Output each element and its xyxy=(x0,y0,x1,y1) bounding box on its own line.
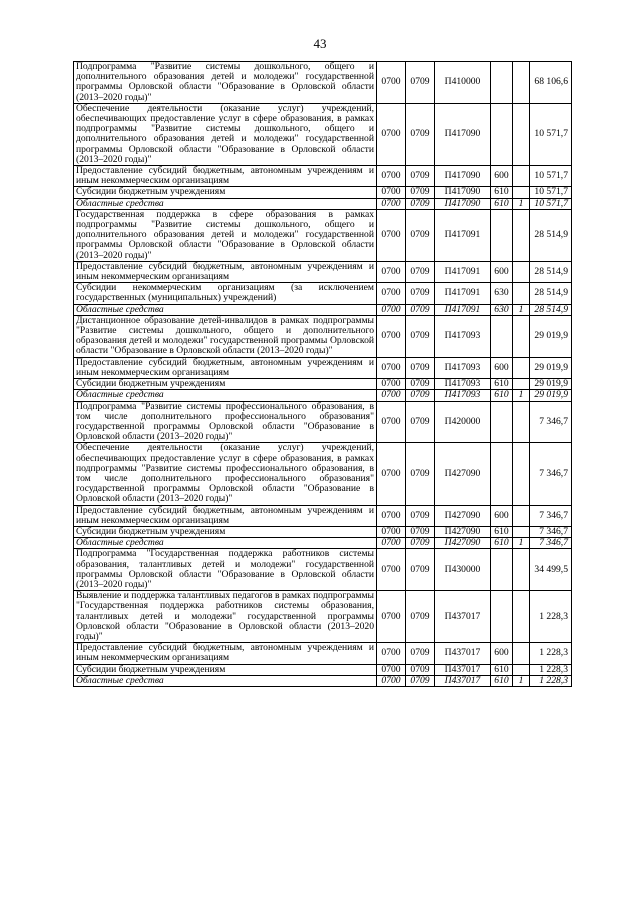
row-name-cell: Областные средства xyxy=(74,304,377,315)
funding-source-code-cell xyxy=(513,591,530,643)
expense-type-code-cell: 610 xyxy=(491,664,513,675)
funding-source-code-cell xyxy=(513,209,530,261)
amount-cell: 7 346,7 xyxy=(530,505,572,526)
section-code-cell: 0700 xyxy=(377,390,406,401)
target-article-code-cell: П417093 xyxy=(435,357,491,378)
subsection-code-cell: 0709 xyxy=(406,315,435,357)
expense-type-code-cell xyxy=(491,62,513,104)
row-name-cell: Обеспечение деятельности (оказание услуг) учреждений, обеспечивающих предоставление услуг в сфере образования, в рамках подпрограммы "Развитие системы дошкольного, общего и дополнительного образования детей и молодежи" государственной программы Орловской области "Образование в Орловской области (2013–2020 годы)" xyxy=(74,103,377,165)
expense-type-code-cell xyxy=(491,443,513,505)
amount-cell: 29 019,9 xyxy=(530,390,572,401)
table-row xyxy=(74,198,572,209)
table-row xyxy=(74,505,572,526)
table-row xyxy=(74,401,572,443)
section-code-cell: 0700 xyxy=(377,103,406,165)
expense-type-code-cell xyxy=(491,315,513,357)
section-code-cell: 0700 xyxy=(377,591,406,643)
section-code-cell: 0700 xyxy=(377,261,406,282)
funding-source-code-cell xyxy=(513,187,530,198)
amount-cell: 7 346,7 xyxy=(530,538,572,549)
funding-source-code-cell xyxy=(513,103,530,165)
target-article-code-cell: П410000 xyxy=(435,62,491,104)
amount-cell: 29 019,9 xyxy=(530,357,572,378)
section-code-cell: 0700 xyxy=(377,675,406,686)
subsection-code-cell: 0709 xyxy=(406,549,435,591)
subsection-code-cell: 0709 xyxy=(406,304,435,315)
funding-source-code-cell xyxy=(513,283,530,304)
expense-type-code-cell xyxy=(491,591,513,643)
funding-source-code-cell xyxy=(513,549,530,591)
expense-type-code-cell: 610 xyxy=(491,187,513,198)
row-name-cell: Выявление и поддержка талантливых педагогов в рамках подпрограммы "Государственная поддержка работников системы образования, талантливых детей и молодежи" государственной программы Орловской области "Образование в Орловской области (2013–2020 годы)" xyxy=(74,591,377,643)
expense-type-code-cell: 600 xyxy=(491,261,513,282)
section-code-cell: 0700 xyxy=(377,166,406,187)
row-name-cell: Подпрограмма "Государственная поддержка работников системы образования, талантливых детей и молодежи" государственной программы Орловской области "Образование в Орловской области (2013–2020 годы)" xyxy=(74,549,377,591)
subsection-code-cell: 0709 xyxy=(406,591,435,643)
target-article-code-cell: П427090 xyxy=(435,538,491,549)
amount-cell: 28 514,9 xyxy=(530,209,572,261)
row-name-cell: Подпрограмма "Развитие системы дошкольного, общего и дополнительного образования детей и молодежи" государственной программы Орловской области "Образование в Орловской области (2013–2020 годы)" xyxy=(74,62,377,104)
subsection-code-cell: 0709 xyxy=(406,357,435,378)
subsection-code-cell: 0709 xyxy=(406,664,435,675)
table-row xyxy=(74,166,572,187)
amount-cell: 1 228,3 xyxy=(530,675,572,686)
section-code-cell: 0700 xyxy=(377,549,406,591)
table-row xyxy=(74,443,572,505)
expense-type-code-cell: 600 xyxy=(491,357,513,378)
row-name-cell: Областные средства xyxy=(74,390,377,401)
section-code-cell: 0700 xyxy=(377,304,406,315)
target-article-code-cell: П430000 xyxy=(435,549,491,591)
page-number: 43 xyxy=(313,36,327,51)
expense-type-code-cell xyxy=(491,209,513,261)
funding-source-code-cell xyxy=(513,261,530,282)
section-code-cell: 0700 xyxy=(377,283,406,304)
expense-type-code-cell: 600 xyxy=(491,643,513,664)
target-article-code-cell: П417090 xyxy=(435,198,491,209)
subsection-code-cell: 0709 xyxy=(406,526,435,537)
target-article-code-cell: П417090 xyxy=(435,166,491,187)
funding-source-code-cell xyxy=(513,526,530,537)
table-row xyxy=(74,283,572,304)
target-article-code-cell: П417091 xyxy=(435,261,491,282)
budget-table xyxy=(73,61,572,687)
row-name-cell: Предоставление субсидий бюджетным, автономным учреждениям и иным некоммерческим организациям xyxy=(74,643,377,664)
section-code-cell: 0700 xyxy=(377,664,406,675)
section-code-cell: 0700 xyxy=(377,198,406,209)
table-row xyxy=(74,103,572,165)
section-code-cell: 0700 xyxy=(377,538,406,549)
expense-type-code-cell: 610 xyxy=(491,198,513,209)
amount-cell: 10 571,7 xyxy=(530,103,572,165)
row-name-cell: Областные средства xyxy=(74,675,377,686)
table-row xyxy=(74,187,572,198)
row-name-cell: Субсидии бюджетным учреждениям xyxy=(74,187,377,198)
subsection-code-cell: 0709 xyxy=(406,538,435,549)
row-name-cell: Предоставление субсидий бюджетным, автономным учреждениям и иным некоммерческим организациям xyxy=(74,261,377,282)
expense-type-code-cell: 610 xyxy=(491,675,513,686)
row-name-cell: Обеспечение деятельности (оказание услуг) учреждений, обеспечивающих предоставление услуг в сфере образования, в рамках подпрограммы "Развитие системы профессионального образования, в том числе дополнительного профессионального образования" государственной программы Орловской области "Образование в Орловской области (2013–2020 годы)" xyxy=(74,443,377,505)
row-name-cell: Областные средства xyxy=(74,198,377,209)
row-name-cell: Предоставление субсидий бюджетным, автономным учреждениям и иным некоммерческим организациям xyxy=(74,505,377,526)
amount-cell: 10 571,7 xyxy=(530,198,572,209)
subsection-code-cell: 0709 xyxy=(406,505,435,526)
funding-source-code-cell xyxy=(513,166,530,187)
funding-source-code-cell: 1 xyxy=(513,538,530,549)
amount-cell: 7 346,7 xyxy=(530,443,572,505)
section-code-cell: 0700 xyxy=(377,526,406,537)
table-row xyxy=(74,390,572,401)
funding-source-code-cell xyxy=(513,62,530,104)
subsection-code-cell: 0709 xyxy=(406,166,435,187)
section-code-cell: 0700 xyxy=(377,357,406,378)
section-code-cell: 0700 xyxy=(377,401,406,443)
target-article-code-cell: П427090 xyxy=(435,505,491,526)
subsection-code-cell: 0709 xyxy=(406,209,435,261)
amount-cell: 1 228,3 xyxy=(530,664,572,675)
amount-cell: 10 571,7 xyxy=(530,166,572,187)
target-article-code-cell: П437017 xyxy=(435,643,491,664)
amount-cell: 28 514,9 xyxy=(530,283,572,304)
target-article-code-cell: П417090 xyxy=(435,103,491,165)
table-row xyxy=(74,315,572,357)
section-code-cell: 0700 xyxy=(377,315,406,357)
subsection-code-cell: 0709 xyxy=(406,643,435,664)
funding-source-code-cell xyxy=(513,505,530,526)
row-name-cell: Предоставление субсидий бюджетным, автономным учреждениям и иным некоммерческим организациям xyxy=(74,166,377,187)
amount-cell: 29 019,9 xyxy=(530,315,572,357)
subsection-code-cell: 0709 xyxy=(406,675,435,686)
funding-source-code-cell xyxy=(513,379,530,390)
subsection-code-cell: 0709 xyxy=(406,198,435,209)
funding-source-code-cell: 1 xyxy=(513,390,530,401)
target-article-code-cell: П417093 xyxy=(435,379,491,390)
table-row xyxy=(74,664,572,675)
subsection-code-cell: 0709 xyxy=(406,401,435,443)
funding-source-code-cell xyxy=(513,443,530,505)
funding-source-code-cell xyxy=(513,357,530,378)
funding-source-code-cell xyxy=(513,643,530,664)
expense-type-code-cell xyxy=(491,401,513,443)
table-row xyxy=(74,379,572,390)
row-name-cell: Подпрограмма "Развитие системы профессионального образования, в том числе дополнительного профессионального образования" государственной программы Орловской области "Образование в Орловской области (2013–2020 годы)" xyxy=(74,401,377,443)
expense-type-code-cell: 610 xyxy=(491,526,513,537)
section-code-cell: 0700 xyxy=(377,443,406,505)
section-code-cell: 0700 xyxy=(377,379,406,390)
row-name-cell: Субсидии некоммерческим организациям (за исключением государственных (муниципальных) учреждений) xyxy=(74,283,377,304)
section-code-cell: 0700 xyxy=(377,62,406,104)
target-article-code-cell: П420000 xyxy=(435,401,491,443)
row-name-cell: Субсидии бюджетным учреждениям xyxy=(74,526,377,537)
row-name-cell: Государственная поддержка в сфере образования в рамках подпрограммы "Развитие системы дошкольного, общего и дополнительного образования детей и молодежи" государственной программы Орловской области "Образование в Орловской области (2013–2020 годы)" xyxy=(74,209,377,261)
amount-cell: 10 571,7 xyxy=(530,187,572,198)
subsection-code-cell: 0709 xyxy=(406,443,435,505)
expense-type-code-cell: 630 xyxy=(491,283,513,304)
expense-type-code-cell: 600 xyxy=(491,505,513,526)
expense-type-code-cell xyxy=(491,549,513,591)
expense-type-code-cell: 600 xyxy=(491,166,513,187)
amount-cell: 34 499,5 xyxy=(530,549,572,591)
table-row xyxy=(74,62,572,104)
table-row xyxy=(74,526,572,537)
target-article-code-cell: П417091 xyxy=(435,304,491,315)
section-code-cell: 0700 xyxy=(377,643,406,664)
funding-source-code-cell xyxy=(513,401,530,443)
target-article-code-cell: П427090 xyxy=(435,443,491,505)
table-row xyxy=(74,549,572,591)
amount-cell: 28 514,9 xyxy=(530,261,572,282)
table-row xyxy=(74,538,572,549)
row-name-cell: Субсидии бюджетным учреждениям xyxy=(74,664,377,675)
amount-cell: 7 346,7 xyxy=(530,526,572,537)
target-article-code-cell: П417091 xyxy=(435,283,491,304)
funding-source-code-cell: 1 xyxy=(513,198,530,209)
table-row xyxy=(74,357,572,378)
subsection-code-cell: 0709 xyxy=(406,62,435,104)
table-body xyxy=(74,62,572,687)
funding-source-code-cell: 1 xyxy=(513,304,530,315)
row-name-cell: Субсидии бюджетным учреждениям xyxy=(74,379,377,390)
table-row xyxy=(74,261,572,282)
table-row xyxy=(74,209,572,261)
expense-type-code-cell: 610 xyxy=(491,538,513,549)
amount-cell: 1 228,3 xyxy=(530,643,572,664)
target-article-code-cell: П417093 xyxy=(435,390,491,401)
subsection-code-cell: 0709 xyxy=(406,103,435,165)
expense-type-code-cell: 630 xyxy=(491,304,513,315)
table-row xyxy=(74,675,572,686)
row-name-cell: Областные средства xyxy=(74,538,377,549)
subsection-code-cell: 0709 xyxy=(406,187,435,198)
amount-cell: 1 228,3 xyxy=(530,591,572,643)
section-code-cell: 0700 xyxy=(377,187,406,198)
target-article-code-cell: П417093 xyxy=(435,315,491,357)
expense-type-code-cell xyxy=(491,103,513,165)
amount-cell: 68 106,6 xyxy=(530,62,572,104)
subsection-code-cell: 0709 xyxy=(406,283,435,304)
target-article-code-cell: П437017 xyxy=(435,675,491,686)
expense-type-code-cell: 610 xyxy=(491,379,513,390)
subsection-code-cell: 0709 xyxy=(406,261,435,282)
row-name-cell: Дистанционное образование детей-инвалидов в рамках подпрограммы "Развитие системы дошкольного, общего и дополнительного образования детей и молодежи" государственной программы Орловской области "Образование в Орловской области (2013–2020 годы)" xyxy=(74,315,377,357)
expense-type-code-cell: 610 xyxy=(491,390,513,401)
funding-source-code-cell xyxy=(513,315,530,357)
table-row xyxy=(74,304,572,315)
section-code-cell: 0700 xyxy=(377,209,406,261)
amount-cell: 29 019,9 xyxy=(530,379,572,390)
subsection-code-cell: 0709 xyxy=(406,390,435,401)
funding-source-code-cell: 1 xyxy=(513,675,530,686)
subsection-code-cell: 0709 xyxy=(406,379,435,390)
target-article-code-cell: П437017 xyxy=(435,664,491,675)
amount-cell: 28 514,9 xyxy=(530,304,572,315)
table-row xyxy=(74,591,572,643)
target-article-code-cell: П417090 xyxy=(435,187,491,198)
target-article-code-cell: П417091 xyxy=(435,209,491,261)
target-article-code-cell: П427090 xyxy=(435,526,491,537)
row-name-cell: Предоставление субсидий бюджетным, автономным учреждениям и иным некоммерческим организациям xyxy=(74,357,377,378)
table-row xyxy=(74,643,572,664)
section-code-cell: 0700 xyxy=(377,505,406,526)
funding-source-code-cell xyxy=(513,664,530,675)
amount-cell: 7 346,7 xyxy=(530,401,572,443)
target-article-code-cell: П437017 xyxy=(435,591,491,643)
